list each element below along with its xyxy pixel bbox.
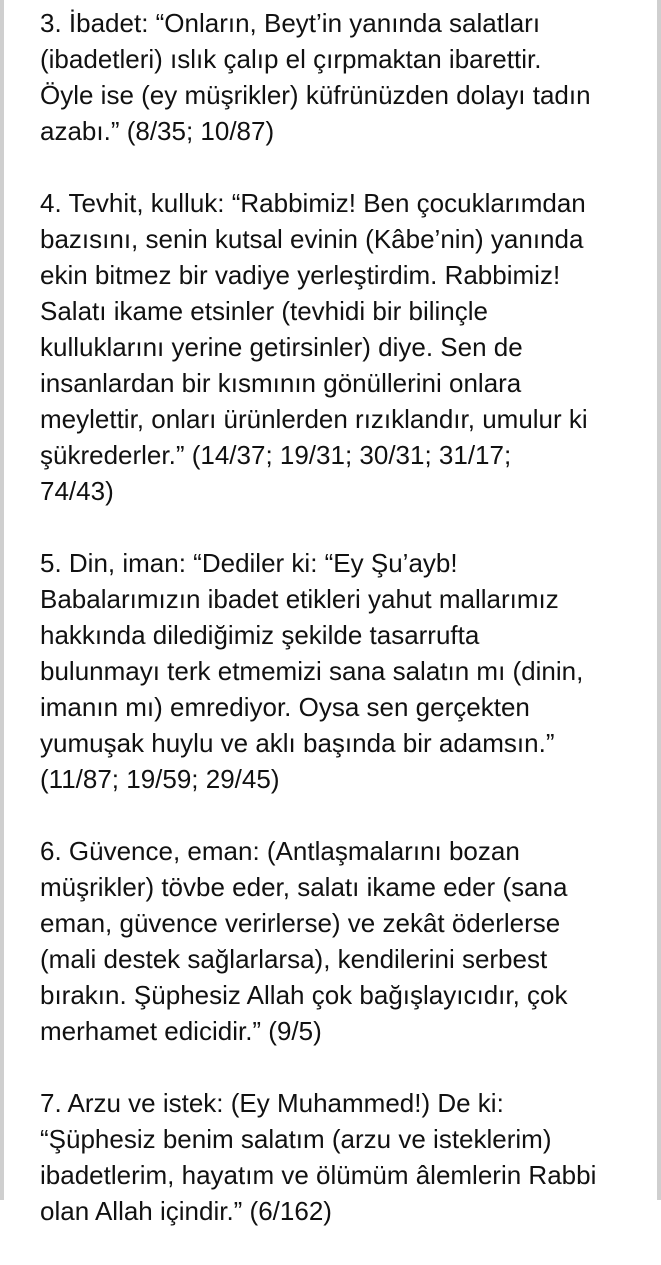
text-line: bulunmayı terk etmemizi sana salatın mı (dinin,	[40, 656, 584, 686]
text-line: hakkında dilediğimiz şekilde tasarrufta	[40, 620, 480, 650]
text-line: Salatı ikame etsinler (tevhidi bir bilinçle	[40, 296, 488, 326]
text-line: (11/87; 19/59; 29/45)	[40, 764, 280, 794]
text-line: yumuşak huylu ve aklı başında bir adamsın.”	[40, 728, 555, 758]
text-line: müşrikler) tövbe eder, salatı ikame eder (sana	[40, 872, 568, 902]
text-line: insanlardan bir kısmının gönüllerini onlara	[40, 368, 522, 398]
text-line: 6. Güvence, eman: (Antlaşmalarını bozan	[40, 836, 520, 866]
text-line: bazısını, senin kutsal evinin (Kâbe’nin) yanında	[40, 224, 584, 254]
text-line: şükrederler.” (14/37; 19/31; 30/31; 31/17;	[40, 440, 512, 470]
paragraph-tevhit-kulluk	[40, 185, 640, 509]
text-line: azabı.” (8/35; 10/87)	[40, 116, 275, 146]
text-line: 5. Din, iman: “Dediler ki: “Ey Şu’ayb!	[40, 548, 458, 578]
right-border-line	[657, 0, 661, 1200]
text-line: 7. Arzu ve istek: (Ey Muhammed!) De ki:	[40, 1088, 504, 1118]
text-line: Öyle ise (ey müşrikler) küfrünüzden dolayı tadın	[40, 80, 591, 110]
text-line: bırakın. Şüphesiz Allah çok bağışlayıcıdır, çok	[40, 980, 568, 1010]
text-line: “Şüphesiz benim salatım (arzu ve isteklerim)	[40, 1124, 552, 1154]
paragraph-arzu-istek	[40, 1085, 640, 1229]
text-line: merhamet edicidir.” (9/5)	[40, 1016, 322, 1046]
text-line: eman, güvence verirlerse) ve zekât öderlerse	[40, 908, 561, 938]
text-line: ibadetlerim, hayatım ve ölümüm âlemlerin Rabbi	[40, 1160, 597, 1190]
paragraph-din-iman	[40, 545, 640, 797]
text-line: (ibadetleri) ıslık çalıp el çırpmaktan ibarettir.	[40, 44, 542, 74]
paragraph-ibadet	[40, 5, 640, 149]
text-line: imanın mı) emrediyor. Oysa sen gerçekten	[40, 692, 530, 722]
text-line: kulluklarını yerine getirsinler) diye. Sen de	[40, 332, 523, 362]
text-line: Babalarımızın ibadet etikleri yahut mallarımız	[40, 584, 559, 614]
text-line: 3. İbadet: “Onların, Beyt’in yanında salatları	[40, 8, 541, 38]
document-text	[40, 5, 640, 1265]
text-line: 4. Tevhit, kulluk: “Rabbimiz! Ben çocuklarımdan	[40, 188, 586, 218]
left-border-line	[0, 0, 4, 1200]
text-line: 74/43)	[40, 476, 114, 506]
text-line: (mali destek sağlarlarsa), kendilerini serbest	[40, 944, 548, 974]
paragraph-guvence-eman	[40, 833, 640, 1049]
text-line: ekin bitmez bir vadiye yerleştirdim. Rabbimiz!	[40, 260, 561, 290]
text-line: meylettir, onları ürünlerden rızıklandır, umulur ki	[40, 404, 588, 434]
text-line: olan Allah içindir.” (6/162)	[40, 1196, 332, 1226]
